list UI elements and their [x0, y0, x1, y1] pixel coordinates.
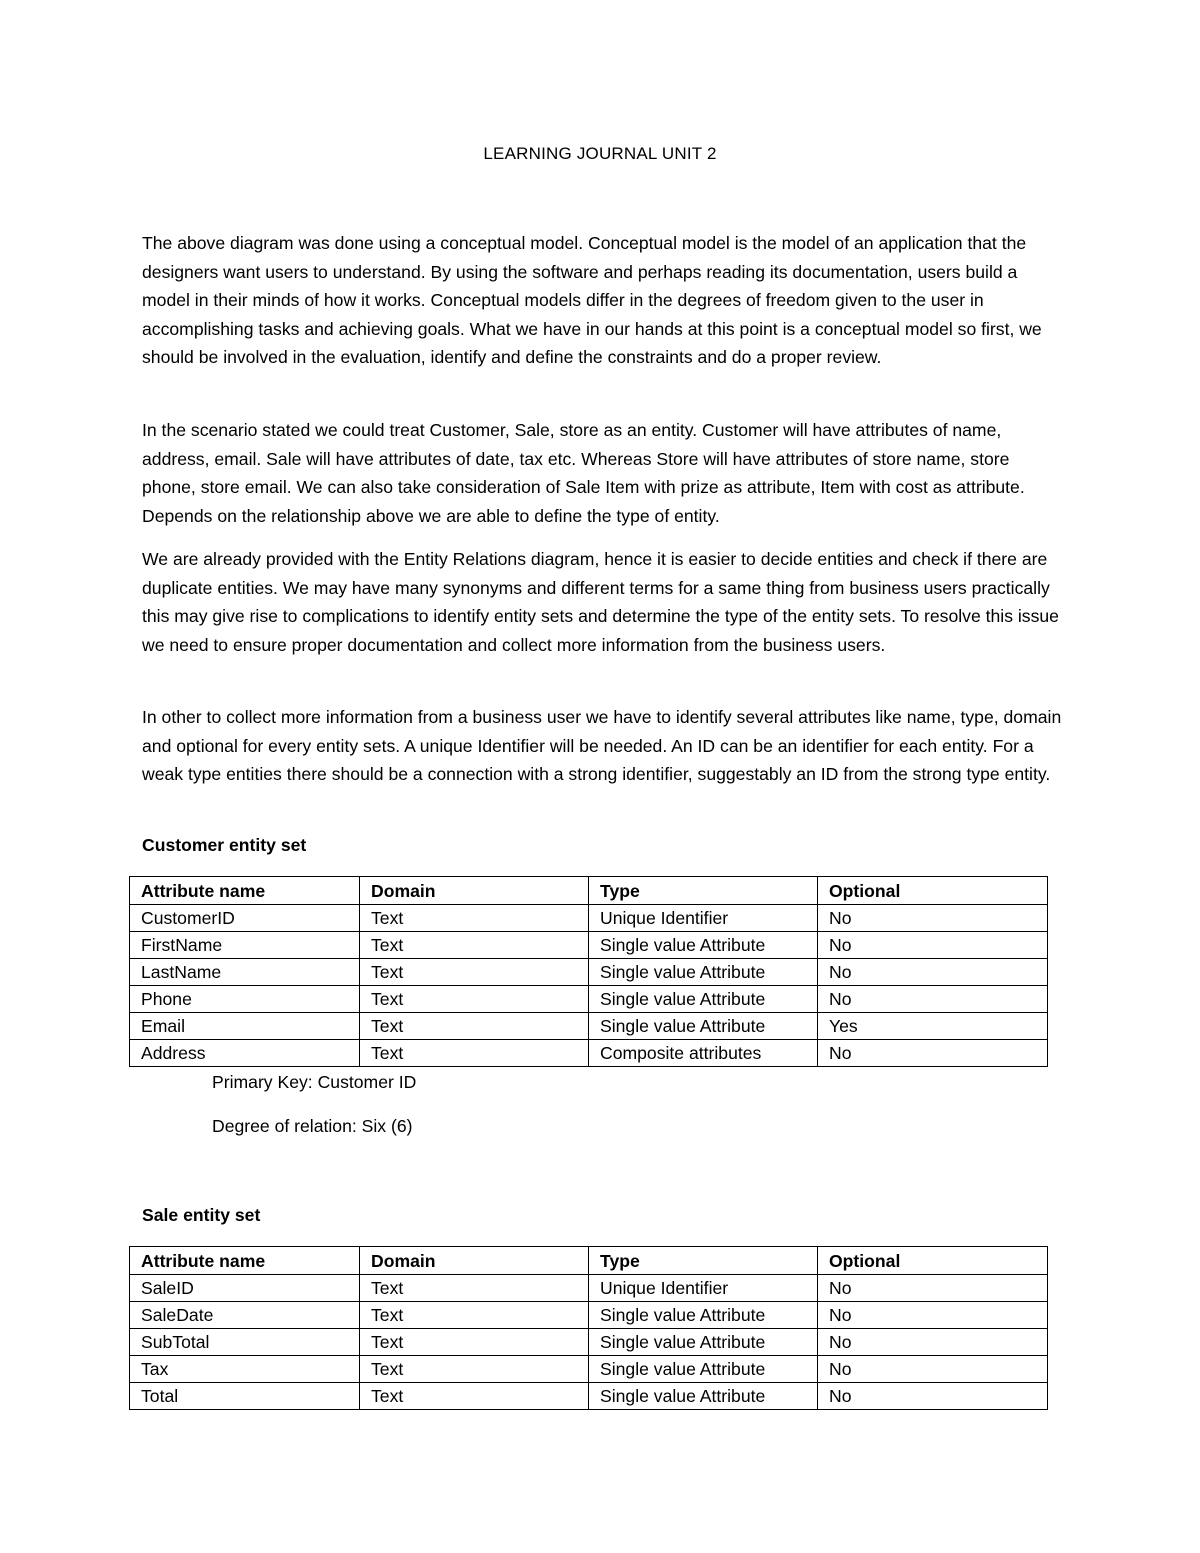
table-row [130, 1383, 1048, 1410]
cell-domain: Text [360, 1040, 589, 1067]
cell-type: Single value Attribute [589, 1329, 818, 1356]
table-row [130, 1040, 1048, 1067]
cell-optional: No [818, 1275, 1048, 1302]
cell-type: Single value Attribute [589, 932, 818, 959]
cell-attribute-name: LastName [130, 959, 360, 986]
cell-domain: Text [360, 959, 589, 986]
table-row [130, 1302, 1048, 1329]
cell-domain: Text [360, 1329, 589, 1356]
cell-attribute-name: CustomerID [130, 905, 360, 932]
primary-key-note: Primary Key: Customer ID [212, 1072, 417, 1092]
cell-optional: No [818, 1302, 1048, 1329]
cell-domain: Text [360, 1302, 589, 1329]
cell-type: Single value Attribute [589, 986, 818, 1013]
cell-attribute-name: Tax [130, 1356, 360, 1383]
column-header-domain: Domain [360, 877, 589, 905]
paragraph-attributes: In other to collect more information from a business user we have to identify several attributes like name, type, domain and optional for every entity sets. A unique Identifier will be needed. An ID can be an identifier for each entity. For a weak type entities there should be a connection with a strong identifier, suggestably an ID from the strong type entity. [142, 707, 1062, 785]
cell-attribute-name: SaleID [130, 1275, 360, 1302]
cell-attribute-name: Email [130, 1013, 360, 1040]
cell-attribute-name: Phone [130, 986, 360, 1013]
table-row [130, 959, 1048, 986]
cell-type: Single value Attribute [589, 1356, 818, 1383]
cell-domain: Text [360, 1013, 589, 1040]
table-row [130, 905, 1048, 932]
table-row [130, 986, 1048, 1013]
cell-optional: No [818, 1329, 1048, 1356]
document-title: LEARNING JOURNAL UNIT 2 [483, 144, 717, 163]
cell-type: Single value Attribute [589, 1383, 818, 1410]
customer-entity-table [129, 876, 1048, 1067]
table-row [130, 1013, 1048, 1040]
cell-domain: Text [360, 1275, 589, 1302]
cell-attribute-name: SubTotal [130, 1329, 360, 1356]
column-header-type: Type [589, 1247, 818, 1275]
cell-domain: Text [360, 932, 589, 959]
table-row [130, 1275, 1048, 1302]
sale-entity-heading: Sale entity set [142, 1205, 261, 1225]
cell-optional: No [818, 986, 1048, 1013]
cell-type: Unique Identifier [589, 1275, 818, 1302]
cell-attribute-name: Address [130, 1040, 360, 1067]
cell-domain: Text [360, 986, 589, 1013]
cell-type: Composite attributes [589, 1040, 818, 1067]
cell-optional: Yes [818, 1013, 1048, 1040]
customer-entity-heading: Customer entity set [142, 835, 307, 855]
cell-type: Single value Attribute [589, 1013, 818, 1040]
cell-type: Unique Identifier [589, 905, 818, 932]
table-row [130, 1356, 1048, 1383]
cell-optional: No [818, 905, 1048, 932]
cell-optional: No [818, 932, 1048, 959]
cell-type: Single value Attribute [589, 1302, 818, 1329]
cell-optional: No [818, 959, 1048, 986]
table-row [130, 932, 1048, 959]
cell-attribute-name: SaleDate [130, 1302, 360, 1329]
cell-attribute-name: FirstName [130, 932, 360, 959]
cell-optional: No [818, 1040, 1048, 1067]
sale-entity-table [129, 1246, 1048, 1410]
table-header-row [130, 1247, 1048, 1275]
cell-domain: Text [360, 1356, 589, 1383]
column-header-optional: Optional [818, 877, 1048, 905]
table-header-row [130, 877, 1048, 905]
degree-of-relation-note: Degree of relation: Six (6) [212, 1116, 413, 1136]
cell-domain: Text [360, 905, 589, 932]
column-header-attribute-name: Attribute name [130, 1247, 360, 1275]
cell-domain: Text [360, 1383, 589, 1410]
table-row [130, 1329, 1048, 1356]
column-header-domain: Domain [360, 1247, 589, 1275]
paragraph-er-diagram: We are already provided with the Entity Relations diagram, hence it is easier to decide entities and check if there are duplicate entities. We may have many synonyms and different terms for a same thing from business users practically this may give rise to complications to identify entity sets and determine the type of the entity sets. To resolve this issue we need to ensure proper documentation and collect more information from the business users. [142, 549, 1059, 655]
column-header-optional: Optional [818, 1247, 1048, 1275]
cell-attribute-name: Total [130, 1383, 360, 1410]
column-header-attribute-name: Attribute name [130, 877, 360, 905]
cell-type: Single value Attribute [589, 959, 818, 986]
paragraph-conceptual-model: The above diagram was done using a conceptual model. Conceptual model is the model of an application that the designers want users to understand. By using the software and perhaps reading its documentation, users build a model in their minds of how it works. Conceptual models differ in the degrees of freedom given to the user in accomplishing tasks and achieving goals. What we have in our hands at this point is a conceptual model so first, we should be involved in the evaluation, identify and define the constraints and do a proper review. [142, 233, 1042, 368]
cell-optional: No [818, 1383, 1048, 1410]
paragraph-entities: In the scenario stated we could treat Customer, Sale, store as an entity. Customer will have attributes of name, address, email. Sale will have attributes of date, tax etc. Whereas Store will have attributes of store name, store phone, store email. We can also take consideration of Sale Item with prize as attribute, Item with cost as attribute. Depends on the relationship above we are able to define the type of entity. [142, 420, 1025, 526]
column-header-type: Type [589, 877, 818, 905]
cell-optional: No [818, 1356, 1048, 1383]
